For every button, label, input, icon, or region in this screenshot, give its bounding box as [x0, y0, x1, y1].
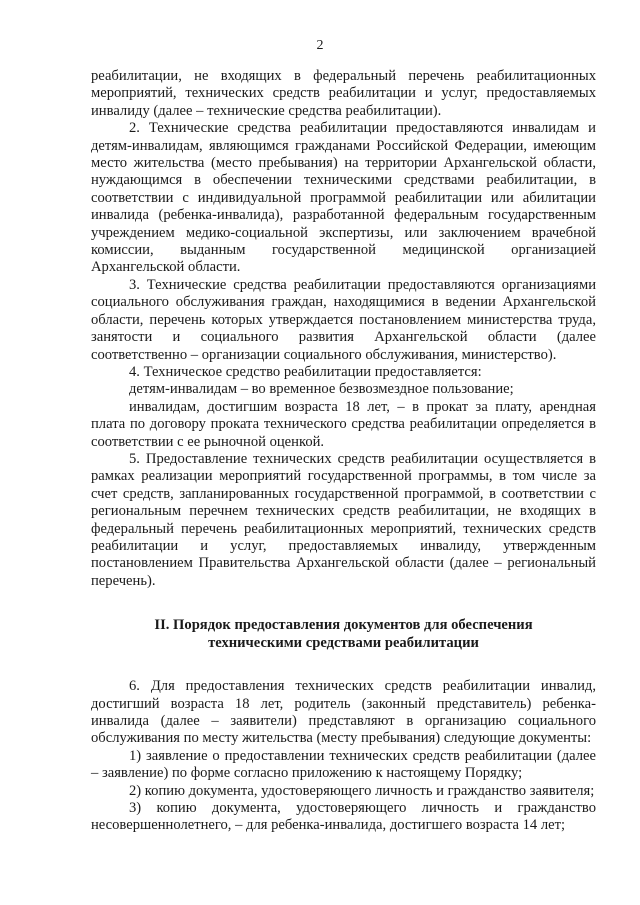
- section-one-text: [91, 68, 596, 590]
- paragraph: 2. Технические средства реабилитации предоставляются инвалидам и детям-инвалидам, являющимся гражданами Российской Федерации, имеющим место жительства (место пребывания) на территории Архангельской области, нуждающимся в обеспечении техническими средствами реабилитации, в соответствии с индивидуальной программой реабилитации или абилитации инвалида (ребенка-инвалида), разработанной федеральным государственным учреждением медико-социальной экспертизы, или заключением врачебной комиссии, выданным государственной медицинской организацией Архангельской области.: [91, 120, 596, 276]
- paragraph: 3. Технические средства реабилитации предоставляются организациями социального обслуживания граждан, находящимися в ведении Архангельской области, перечень которых утверждается постановлением министерства труда, занятости и социального развития Архангельской области (далее соответственно – организации социального обслуживания, министерство).: [91, 276, 596, 363]
- paragraph: 6. Для предоставления технических средств реабилитации инвалид, достигший возраста 18 лет, родитель (законный представитель) ребенка-инвалида (далее – заявители) представляют в организацию социального обслуживания по месту жительства (месту пребывания) следующие документы:: [91, 678, 596, 747]
- section-heading: [91, 616, 596, 652]
- paragraph: реабилитации, не входящих в федеральный перечень реабилитационных мероприятий, технических средств реабилитации и услуг, предоставляемых инвалиду (далее – технические средства реабилитации).: [91, 68, 596, 119]
- paragraph: детям-инвалидам – во временное безвозмездное пользование;: [129, 381, 514, 398]
- paragraph: инвалидам, достигшим возраста 18 лет, – в прокат за плату, арендная плата по договору проката технического средства реабилитации определяется в соответствии с ее рыночной оценкой.: [91, 398, 596, 450]
- paragraph: 4. Техническое средство реабилитации предоставляется:: [129, 363, 482, 380]
- paragraph: 2) копию документа, удостоверяющего личность и гражданство заявителя;: [129, 782, 595, 799]
- paragraph: 1) заявление о предоставлении технических средств реабилитации (далее – заявление) по форме согласно приложению к настоящему Порядку;: [91, 747, 596, 782]
- paragraph: 5. Предоставление технических средств реабилитации осуществляется в рамках реализации мероприятий государственной программы, в том числе за счет средств, запланированных государственной программой, в соответствии с региональным перечнем технических средств реабилитации, не входящих в федеральный перечень реабилитационных мероприятий, технических средств реабилитации и услуг, предоставляемых инвалиду, утвержденным постановлением Правительства Архангельской области (далее – региональный перечень).: [91, 450, 596, 589]
- page-number: 2: [316, 38, 324, 53]
- section-heading-line-1: II. Порядок предоставления документов для обеспечения: [154, 617, 533, 634]
- document-body: [91, 68, 596, 835]
- section-heading-line-2: техническими средствами реабилитации: [208, 635, 479, 652]
- paragraph: 3) копию документа, удостоверяющего личность и гражданство несовершеннолетнего, – для ребенка-инвалида, достигшего возраста 14 лет;: [91, 800, 596, 834]
- section-two-text: [91, 678, 596, 835]
